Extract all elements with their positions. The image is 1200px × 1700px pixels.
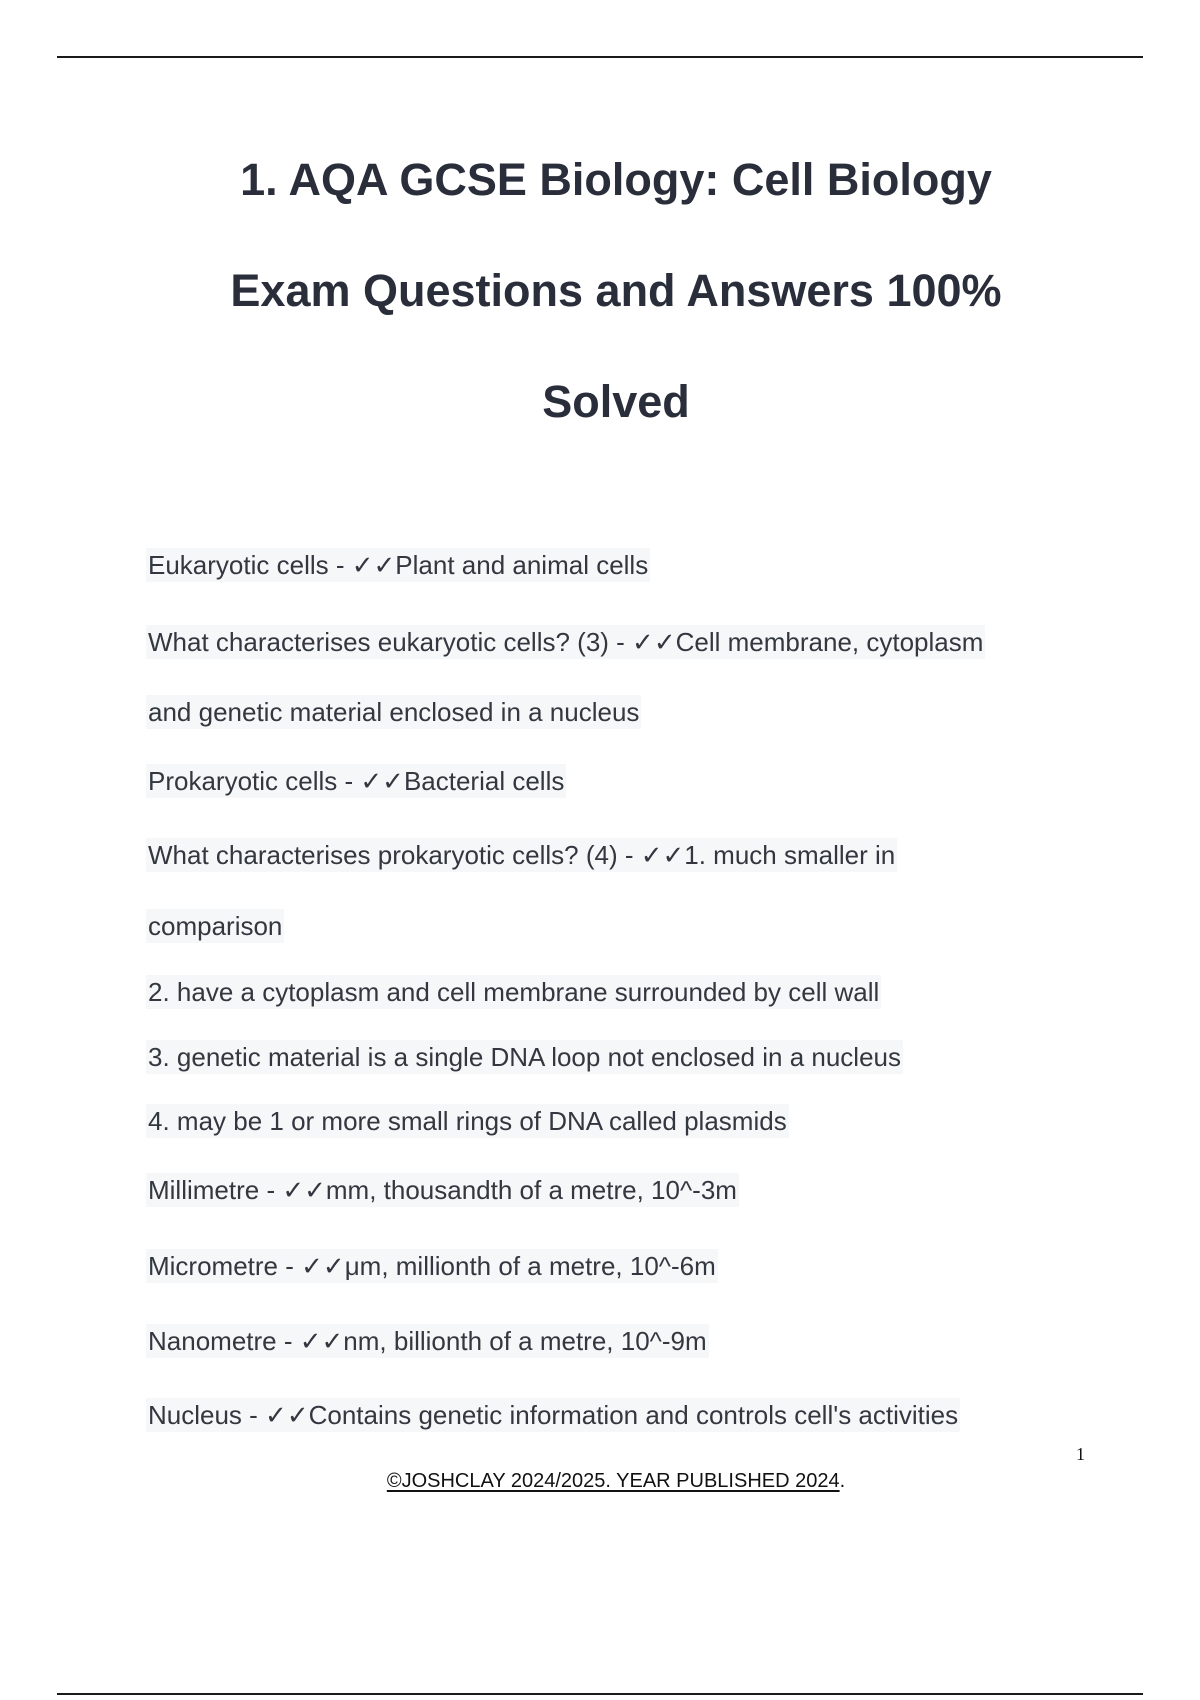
qa-line-millimetre: Millimetre - ✓✓mm, thousandth of a metre, 10^-3m — [148, 1175, 737, 1205]
footer — [0, 1470, 1200, 1493]
qa-line-prokaryotic-point-2: 2. have a cytoplasm and cell membrane surrounded by cell wall — [148, 977, 880, 1007]
qa-line-eukaryotic-characteristics: What characterises eukaryotic cells? (3) - ✓✓Cell membrane, cytoplasm — [148, 627, 984, 657]
top-rule — [57, 56, 1143, 58]
qa-line-prokaryotic-point-3: 3. genetic material is a single DNA loop not enclosed in a nucleus — [148, 1042, 901, 1072]
qa-line-prokaryotic-cells: Prokaryotic cells - ✓✓Bacterial cells — [148, 766, 565, 796]
title-line: Exam Questions and Answers 100% — [230, 265, 1002, 316]
bottom-rule — [57, 1693, 1143, 1695]
title-line: 1. AQA GCSE Biology: Cell Biology — [240, 154, 992, 205]
qa-line-nanometre: Nanometre - ✓✓nm, billionth of a metre, 10^-9m — [148, 1326, 707, 1356]
footer-period: . — [839, 1470, 846, 1492]
qa-line-eukaryotic-characteristics-cont: and genetic material enclosed in a nucleus — [148, 697, 640, 727]
footer-copyright-link[interactable]: ©JOSHCLAY 2024/2025. YEAR PUBLISHED 2024 — [386, 1470, 840, 1492]
qa-line-prokaryotic-point-4: 4. may be 1 or more small rings of DNA called plasmids — [148, 1106, 787, 1136]
qa-line-nucleus: Nucleus - ✓✓Contains genetic information and controls cell's activities — [148, 1400, 959, 1430]
qa-line-prokaryotic-characteristics-cont: comparison — [148, 911, 283, 941]
page-number: 1 — [1076, 1444, 1085, 1464]
document-title — [150, 124, 1082, 457]
title-line: Solved — [542, 376, 690, 427]
qa-line-micrometre: Micrometre - ✓✓μm, millionth of a metre, 10^-6m — [148, 1251, 716, 1281]
qa-line-eukaryotic-cells: Eukaryotic cells - ✓✓Plant and animal cells — [148, 550, 649, 580]
qa-line-prokaryotic-characteristics: What characterises prokaryotic cells? (4) - ✓✓1. much smaller in — [148, 840, 896, 870]
